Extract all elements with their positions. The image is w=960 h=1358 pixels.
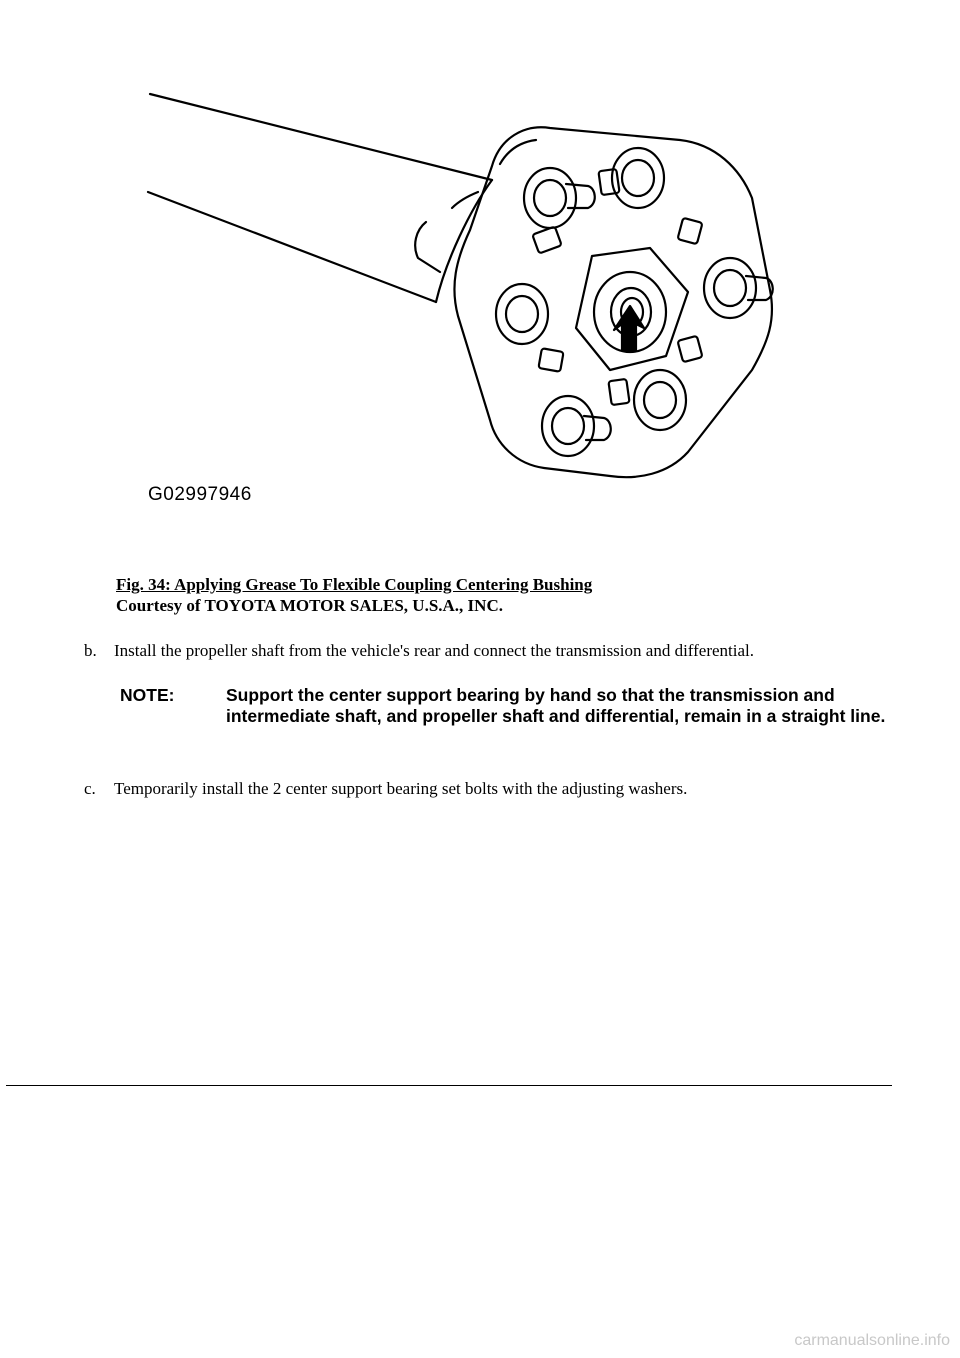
figure-courtesy: Courtesy of TOYOTA MOTOR SALES, U.S.A., INC.	[116, 596, 503, 615]
note-label: NOTE:	[120, 685, 175, 705]
watermark: carmanualsonline.info	[794, 1332, 950, 1349]
note-block	[120, 685, 900, 727]
step-letter: b.	[84, 641, 97, 660]
step-c	[84, 778, 687, 799]
flexible-coupling-illustration	[140, 80, 780, 520]
step-text: Temporarily install the 2 center support bearing set bolts with the adjusting washers.	[114, 779, 688, 798]
note-text: Support the center support bearing by hand so that the transmission and intermediate shaft, and propeller shaft and differential, remain in a straight line.	[226, 685, 886, 726]
figure-title[interactable]: Fig. 34: Applying Grease To Flexible Coupling Centering Bushing	[116, 575, 593, 594]
footer-divider	[6, 1085, 892, 1086]
figure-id: G02997946	[148, 484, 252, 505]
step-letter: c.	[84, 779, 96, 798]
figure-caption	[116, 574, 592, 616]
step-text: Install the propeller shaft from the vehicle's rear and connect the transmission and differential.	[114, 641, 755, 660]
step-b	[84, 640, 754, 661]
